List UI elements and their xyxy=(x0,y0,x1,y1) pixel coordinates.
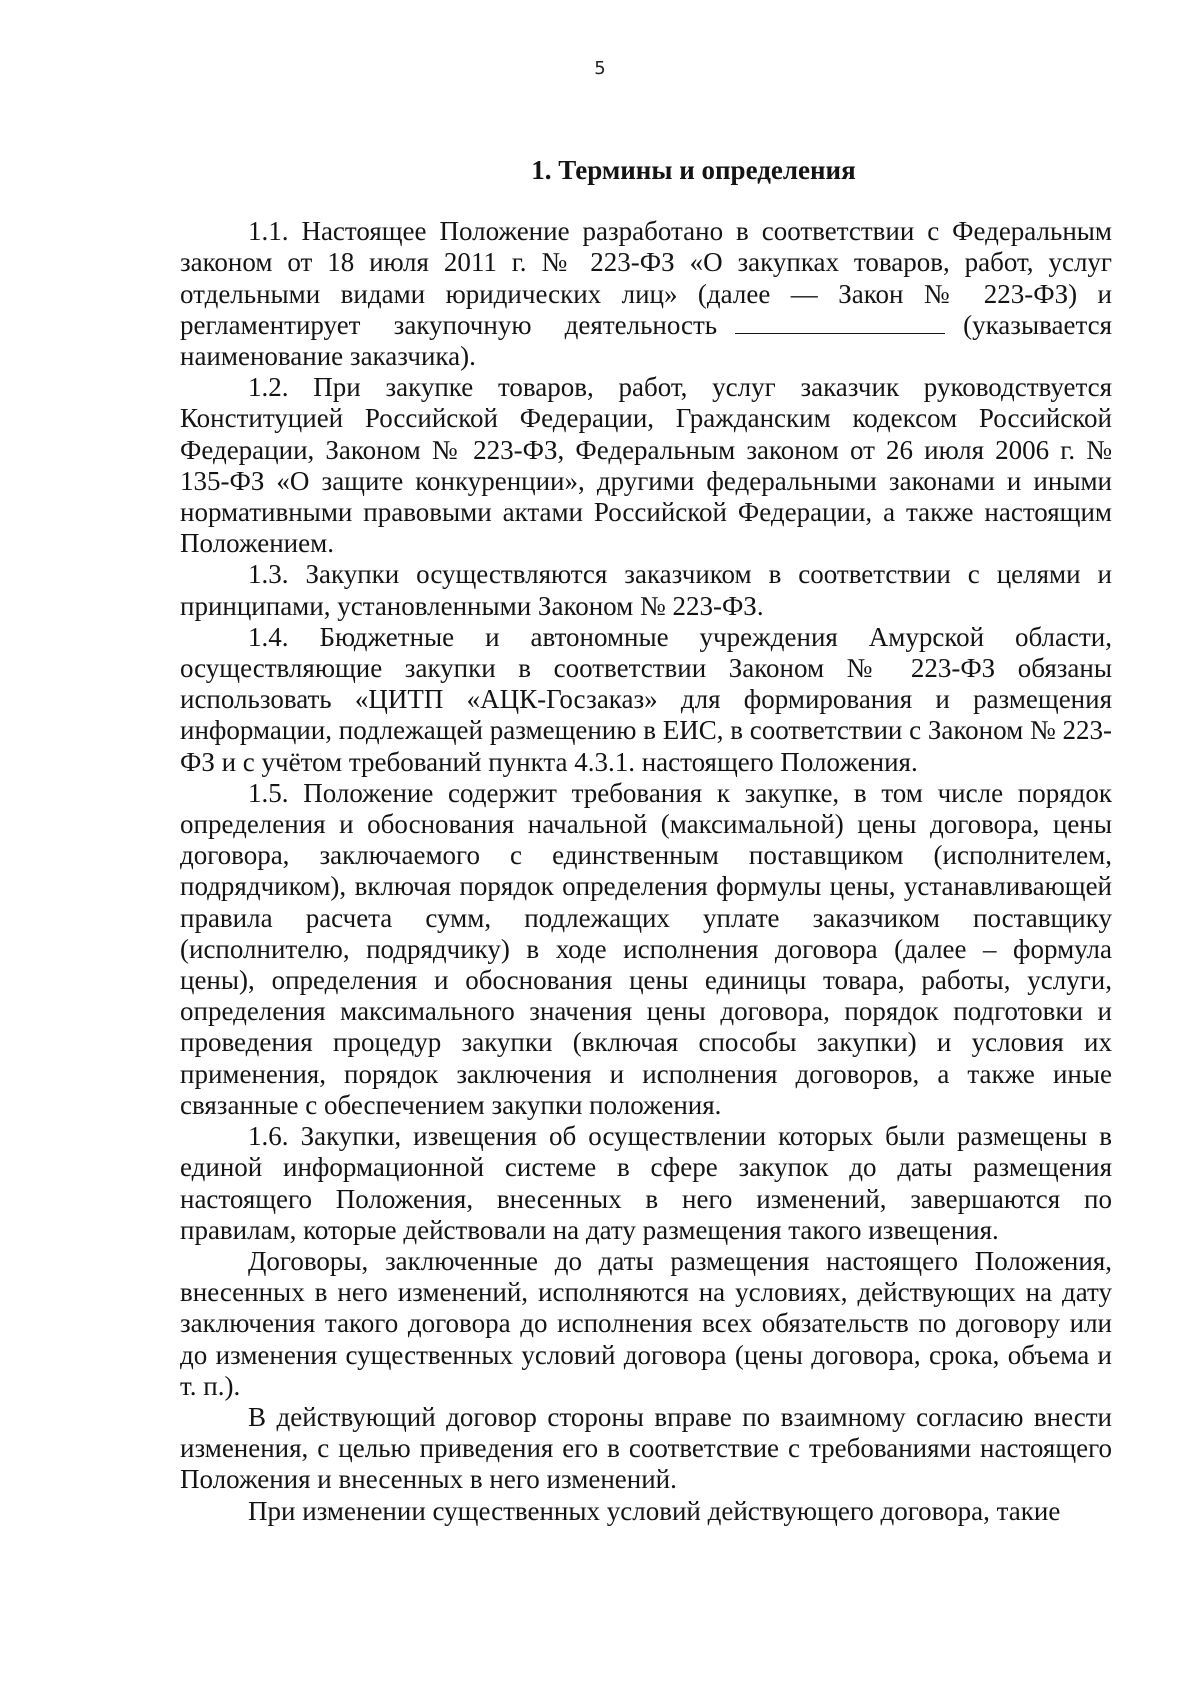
paragraph-changes: В действующий договор стороны вправе по взаимному согласию внести изменения, с целью приведения его в соответствие с требованиями настоящего Положения и внесенных в него изменений. xyxy=(180,1401,1112,1495)
section-title: 1. Термины и определения xyxy=(531,155,856,185)
document-body xyxy=(180,155,1112,1527)
paragraph-1-6: 1.6. Закупки, извещения об осуществлении которых были размещены в единой информационной системе в сфере закупок до даты размещения настоящего Положения, внесенных в него изменений, завершаются по правилам, которые действовали на дату размещения такого извещения. xyxy=(180,1121,1112,1245)
paragraph-contracts: Договоры, заключенные до даты размещения настоящего Положения, внесенных в него изменений, исполняются на условиях, действующих на дату заключения такого договора до исполнения всех обязательств по договору или до изменения существенных условий договора (цены договора, срока, объема и т. п.). xyxy=(180,1245,1112,1401)
paragraph-last: При изменении существенных условий действующего договора, такие xyxy=(248,1495,1061,1526)
paragraph-1-1-tail: (указывается наименование заказчика). xyxy=(180,309,1112,372)
paragraph-1-5: 1.5. Положение содержит требования к закупке, в том числе порядок определения и обоснования начальной (максимальной) цены договора, цены договора, заключаемого с единственным поставщиком (исполнителем, подрядчиком), включая порядок определения формулы цены, устанавливающей правила расчета сумм, подлежащих уплате заказчиком поставщику (исполнителю, подрядчику) в ходе исполнения договора (далее – формула цены), определения и обоснования цены единицы товара, работы, услуги, определения максимального значения цены договора, порядок подготовки и проведения процедур закупки (включая способы закупки) и условия их применения, порядок заключения и исполнения договоров, а также иные связанные с обеспечением закупки положения. xyxy=(180,777,1112,1120)
paragraph-1-4: 1.4. Бюджетные и автономные учреждения Амурской области, осуществляющие закупки в соответствии Законом № 223-ФЗ обязаны использовать «ЦИТП «АЦК-Госзаказ» для формирования и размещения информации, подлежащей размещению в ЕИС, в соответствии с Законом № 223-ФЗ и с учётом требований пункта 4.3.1. настоящего Положения. xyxy=(180,621,1112,777)
customer-name-blank xyxy=(735,313,945,334)
paragraph-1-3: 1.3. Закупки осуществляются заказчиком в соответствии с целями и принципами, установленными Законом № 223-ФЗ. xyxy=(180,559,1112,621)
paragraph-1-1-text: 1.1. Настоящее Положение разработано в соответствии с Федеральным законом от 18 июля 2011 г. № 223-ФЗ «О закупках товаров, работ, услуг отдельными видами юридических лиц» (далее — Закон № 223-ФЗ) и регламентирует закупочную деятельность xyxy=(180,216,1112,340)
paragraph-1-1 xyxy=(180,216,1112,372)
paragraph-1-2: 1.2. При закупке товаров, работ, услуг заказчик руководствуется Конституцией Российской Федерации, Гражданским кодексом Российской Федерации, Законом № 223-ФЗ, Федеральным законом от 26 июля 2006 г. № 135-ФЗ «О защите конкуренции», другими федеральными законами и иными нормативными правовыми актами Российской Федерации, а также настоящим Положением. xyxy=(180,372,1112,559)
page-number: 5 xyxy=(594,58,606,79)
